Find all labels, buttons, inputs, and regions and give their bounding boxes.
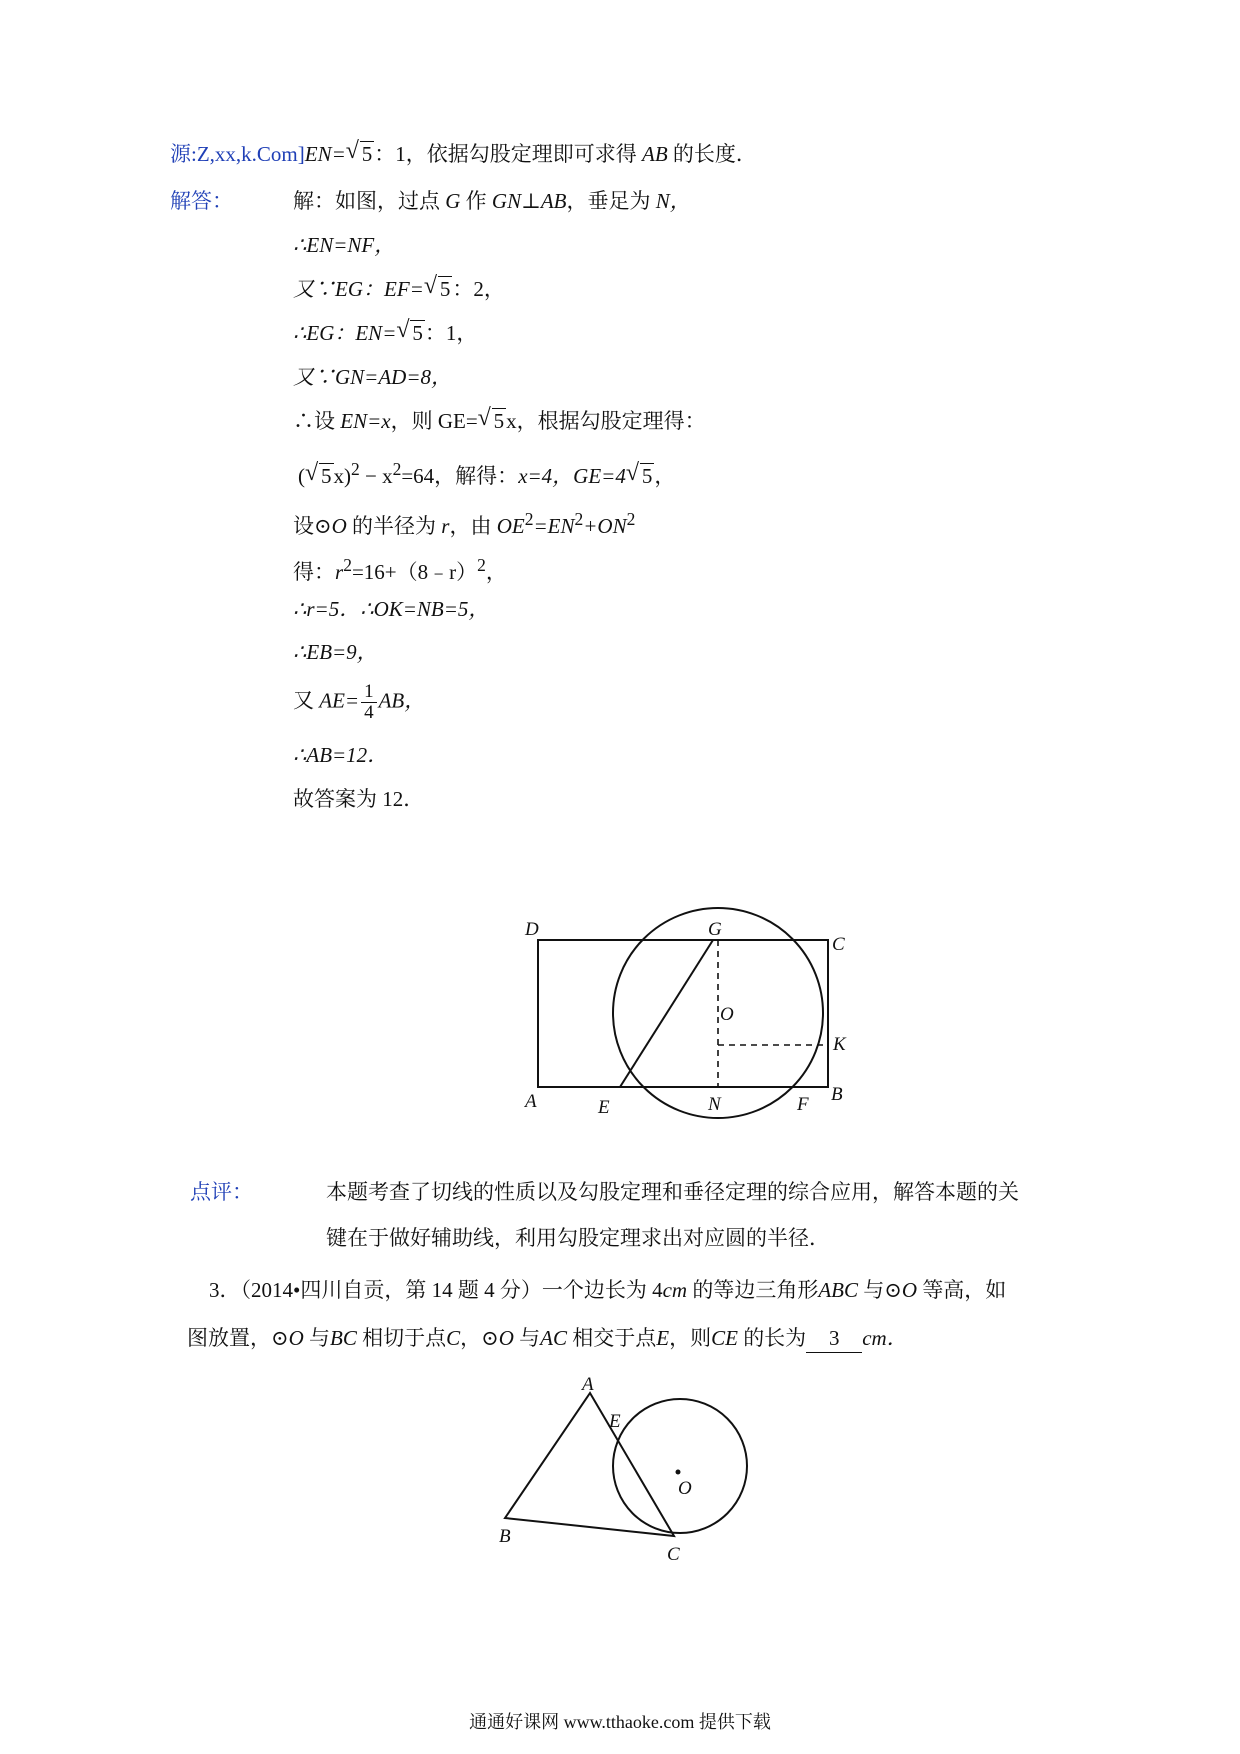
label-a2: A: [582, 1374, 594, 1395]
problem-3-line-2: 图放置，⊙O 与BC 相切于点C，⊙O 与AC 相交于点E，则CE 的长为 3 cm．: [187, 1324, 908, 1353]
term-en: EN=: [304, 142, 346, 166]
intro-rest: ：1，依据勾股定理即可求得: [374, 142, 637, 166]
intro-end: 的长度．: [672, 142, 757, 166]
answer-blank: 3: [806, 1324, 862, 1353]
triangle-abc: [505, 1393, 674, 1536]
label-f: F: [797, 1094, 809, 1115]
solution-line-8: 设⊙O 的半径为 r，由 $OE^2=EN^2+ON^2$: [293, 509, 636, 538]
label-b: B: [831, 1084, 843, 1105]
solution-line-12: 又 AE= $\frac{1}{4}$ AB，: [293, 681, 426, 723]
comment-line-2: 键在于做好辅助线，利用勾股定理求出对应圆的半径．: [326, 1226, 830, 1250]
label-a: A: [525, 1091, 537, 1112]
fraction-one-quarter: $\frac{1}{4}$: [361, 682, 377, 723]
solution-line-3: 又∵EG：EF=√ 5：2，: [293, 275, 505, 303]
sqrt-5: √ 5: [348, 140, 375, 168]
solution-line-2: ∴EN=NF，: [293, 233, 396, 257]
solution-line-7: (√ $5x)^2 - x^2=64$，解得：x=4，GE=4√ 5，: [298, 455, 675, 490]
term-ab: AB: [642, 142, 668, 166]
label-o: O: [720, 1004, 734, 1025]
label-k: K: [833, 1034, 846, 1055]
label-e2: E: [609, 1411, 621, 1432]
comment-line-1: 本题考查了切线的性质以及勾股定理和垂径定理的综合应用，解答本题的关: [326, 1180, 1019, 1204]
solution-line-11: ∴EB=9，: [293, 640, 378, 664]
solution-line-6: ∴设 EN=x，则 GE=√ 5x，根据勾股定理得：: [293, 407, 706, 435]
label-c2: C: [667, 1544, 680, 1565]
solution-line-13: ∴AB=12．: [293, 743, 389, 767]
page-footer: 通通好课网 www.tthaoke.com 提供下载: [469, 1712, 771, 1732]
source-fragment: 源:Z,xx,k.Com]: [170, 142, 305, 166]
solution-line-1: 解：如图，过点 G 作 GN⊥AB，垂足为 N，: [293, 189, 691, 213]
comment-label: 点评：: [190, 1180, 253, 1204]
label-c: C: [832, 934, 845, 955]
label-b2: B: [499, 1526, 511, 1547]
solution-line-5: 又∵GN=AD=8，: [293, 365, 453, 389]
label-e: E: [598, 1097, 610, 1118]
label-g: G: [708, 919, 722, 940]
center-dot-o: [676, 1470, 681, 1475]
solution-line-14: 故答案为 12．: [293, 787, 425, 811]
solution-line-9: 得：$r^2=16+(8﹣r)^2$，: [293, 555, 507, 584]
label-o2: O: [678, 1478, 692, 1499]
label-n: N: [708, 1094, 721, 1115]
label-d: D: [525, 919, 539, 940]
solution-line-4: ∴EG：EN=√ 5：1，: [293, 319, 477, 347]
problem-3-line-1: 3．（2014•四川自贡，第 14 题 4 分）一个边长为 4cm 的等边三角形ABC 与⊙O 等高，如: [209, 1278, 1007, 1302]
answer-label: 解答：: [170, 189, 233, 213]
solution-line-10: ∴r=5．∴OK=NB=5，: [293, 597, 490, 621]
